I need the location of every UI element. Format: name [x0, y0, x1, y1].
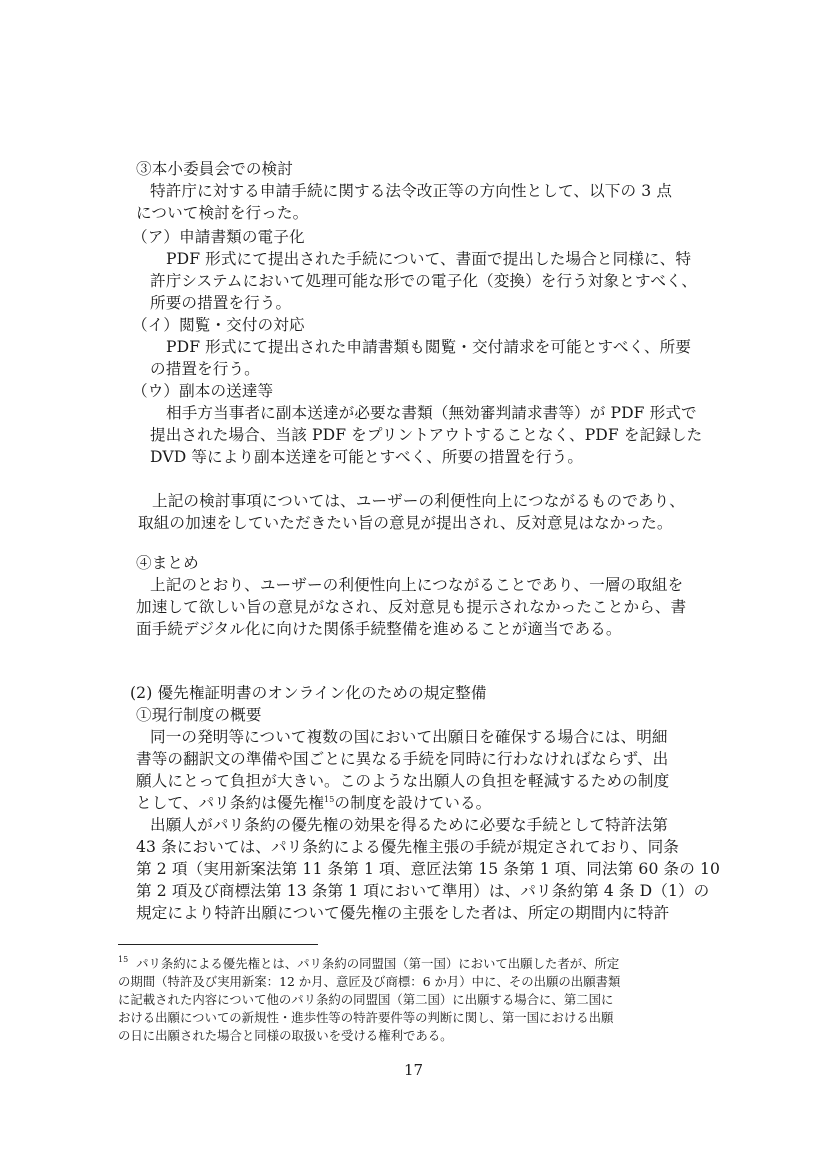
paragraph-line: 第 2 項（実用新案法第 11 条第 1 項、意匠法第 15 条第 1 項、同法第 60 条の 10 — [136, 860, 721, 878]
paragraph-line: 相手方当事者に副本送達が必要な書類（無効審判請求書等）が PDF 形式で — [166, 404, 697, 422]
part-2-subheading: ①現行制度の概要 — [136, 706, 262, 724]
footnote-divider — [118, 944, 318, 945]
part-2-heading: (2) 優先権証明書のオンライン化のための規定整備 — [130, 684, 487, 702]
paragraph-text: として、パリ条約は優先権 — [136, 794, 325, 812]
item-i-heading: （イ）閲覧・交付の対応 — [132, 316, 305, 334]
paragraph-line: の措置を行う。 — [150, 360, 260, 378]
footnote-text: パリ条約による優先権とは、パリ条約の同盟国（第一国）において出願した者が、所定 — [136, 956, 620, 971]
footnote-reference[interactable]: 15 — [324, 795, 335, 804]
footnote-line: おける出願についての新規性・進歩性等の特許要件等の判断に関し、第一国における出願 — [118, 1010, 614, 1025]
paragraph-line: 上記の検討事項については、ユーザーの利便性向上につながるものであり、 — [152, 492, 685, 510]
section-3-heading: ③本小委員会での検討 — [136, 160, 293, 178]
footnote-number: 15 — [118, 955, 129, 964]
footnote-line: に記載された内容について他のパリ条約の同盟国（第二国）に出願する場合に、第二国に — [118, 992, 614, 1007]
paragraph-line — [136, 792, 491, 814]
paragraph-text: の制度を設けている。 — [334, 794, 492, 812]
paragraph-line: 取組の加速をしていただきたい旨の意見が提出され、反対意見はなかった。 — [138, 514, 673, 532]
section-4-heading: ④まとめ — [136, 554, 199, 572]
paragraph-line: 出願人がパリ条約の優先権の効果を得るために必要な手続として特許法第 — [150, 816, 668, 834]
paragraph-line: 面手続デジタル化に向けた関係手続整備を進めることが適当である。 — [136, 620, 622, 638]
paragraph-line: 所要の措置を行う。 — [150, 294, 292, 312]
paragraph-line: 第 2 項及び商標法第 13 条第 1 項において準用）は、パリ条約第 4 条 D（1）の — [136, 882, 710, 900]
paragraph-line: 特許庁に対する申請手続に関する法令改正等の方向性として、以下の 3 点 — [150, 182, 673, 200]
paragraph-line: 許庁システムにおいて処理可能な形での電子化（変換）を行う対象とすべく、 — [150, 272, 698, 290]
item-a-heading: （ア）申請書類の電子化 — [132, 228, 305, 246]
paragraph-line: 加速して欲しい旨の意見がなされ、反対意見も提示されなかったことから、書 — [136, 598, 687, 616]
paragraph-line: 同一の発明等について複数の国において出願日を確保する場合には、明細 — [150, 728, 668, 746]
page-number: 17 — [403, 1061, 424, 1079]
footnote-line: の日に出願された場合と同様の取扱いを受ける権利である。 — [118, 1028, 453, 1043]
paragraph-line: PDF 形式にて提出された手続について、書面で提出した場合と同様に、特 — [166, 250, 692, 268]
footnote-line: の期間（特許及び実用新案：12 か月、意匠及び商標：6 か月）中に、その出願の出願書類 — [118, 974, 621, 989]
paragraph-line: 規定により特許出願について優先権の主張をした者は、所定の期間内に特許 — [136, 904, 670, 922]
paragraph-line: 43 条においては、パリ条約による優先権主張の手続が規定されており、同条 — [136, 838, 679, 856]
paragraph-line: PDF 形式にて提出された申請書類も閲覧・交付請求を可能とすべく、所要 — [166, 338, 692, 356]
paragraph-line: について検討を行った。 — [136, 204, 309, 222]
item-u-heading: （ウ）副本の送達等 — [132, 382, 274, 400]
paragraph-line: 願人にとって負担が大きい。このような出願人の負担を軽減するための制度 — [136, 772, 670, 790]
paragraph-line: 提出された場合、当該 PDF をプリントアウトすることなく、PDF を記録した — [150, 426, 703, 444]
paragraph-line: 書等の翻訳文の準備や国ごとに異なる手続を同時に行わなければならず、出 — [136, 750, 669, 768]
paragraph-line: 上記のとおり、ユーザーの利便性向上につながることであり、一層の取組を — [150, 576, 684, 594]
paragraph-line: DVD 等により副本送達を可能とすべく、所要の措置を行う。 — [150, 448, 584, 466]
footnote-line — [118, 955, 619, 973]
